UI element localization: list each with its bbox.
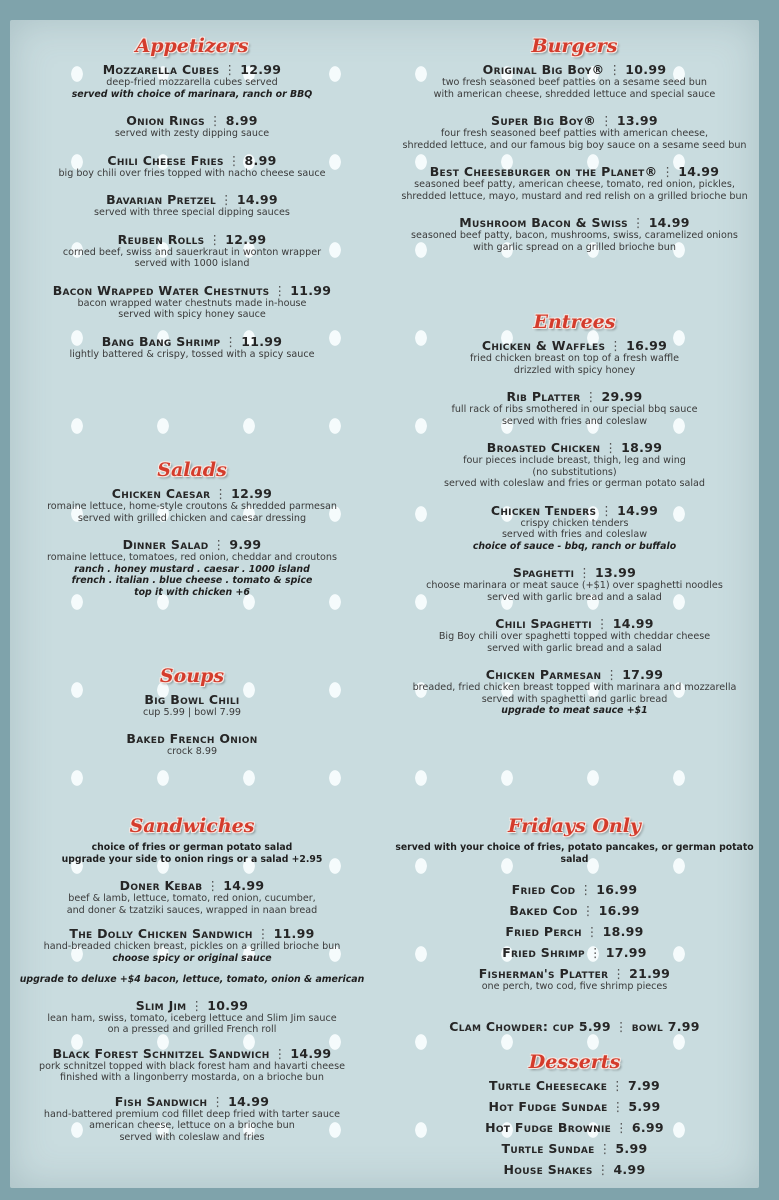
item-name: Reuben Rolls [117, 231, 205, 247]
item-desc: served with coleslaw and fries [119, 1131, 265, 1143]
item-name: Turtle Cheesecake [488, 1078, 608, 1093]
item-price: 11.99 [290, 282, 332, 298]
menu-item: Chili Cheese Fries ⋮ 8.99 big boy chili over fries topped with nacho cheese sauce [10, 153, 374, 180]
item-desc: fried chicken breast on top of a fresh waffle [469, 353, 680, 364]
item-price: 14.99 [236, 192, 278, 207]
menu-item: Turtle Cheesecake ⋮ 7.99 [488, 1078, 661, 1093]
item-desc: served with fries and coleslaw [501, 529, 648, 540]
item-price: 18.99 [602, 924, 644, 939]
menu-item: Spaghetti ⋮ 13.99 choose marinara or meat sauce (+$1) over spaghetti noodles served with garlic bread and a salad [390, 565, 759, 603]
item-desc: served with spaghetti and garlic bread [481, 693, 668, 705]
item-price: 13.99 [616, 113, 658, 128]
item-price: 14.99 [228, 1093, 270, 1109]
item-desc: with american cheese, shredded lettuce and special sauce [433, 88, 716, 100]
menu-item: Fried Cod ⋮ 16.99 [511, 882, 638, 897]
item-name: Super Big Boy® [491, 113, 597, 128]
item-desc: hand-breaded chicken breast, pickles on a grilled brioche bun [43, 941, 341, 952]
item-price: 11.99 [241, 333, 283, 349]
menu-item: Best Cheeseburger on the Planet® ⋮ 14.99 seasoned beef patty, american cheese, tomato, red onion, pickles, shredded lettuce, mayo, mustard and red relish on a grilled brioche bun [390, 164, 759, 202]
menu-item: Bacon Wrapped Water Chestnuts ⋮ 11.99 bacon wrapped water chestnuts made in-house served with spicy honey sauce [10, 283, 374, 321]
item-desc: two fresh seasoned beef patties on a sesame seed bun [441, 77, 708, 88]
burgers-section [390, 34, 759, 266]
menu-item: Super Big Boy® ⋮ 13.99 four fresh seasoned beef patties with american cheese, shredded lettuce, and our famous big boy sauce on a sesame seed bun [390, 113, 759, 151]
item-name: Chicken Caesar [111, 486, 211, 501]
item-name: Fried Shrimp [502, 945, 585, 960]
section-title: Salads [157, 459, 227, 481]
item-price: 10.99 [625, 62, 667, 77]
item-name: Baked Cod [509, 903, 578, 918]
menu-item: Mushroom Bacon & Swiss ⋮ 14.99 seasoned beef patty, bacon, mushrooms, swiss, caramelized onions with garlic spread on a grilled brioche bun [390, 215, 759, 253]
menu-item: Chicken Caesar ⋮ 12.99 romaine lettuce, home-style croutons & shredded parmesan served with grilled chicken and caesar dressing [10, 486, 374, 524]
item-desc: served with fries and coleslaw [501, 415, 648, 427]
item-price: 12.99 [231, 486, 273, 501]
item-desc: served with 1000 island [134, 258, 250, 269]
item-name: Rib Platter [506, 389, 581, 404]
item-desc: and doner & tzatziki sauces, wrapped in naan bread [66, 904, 318, 916]
menu-item: Broasted Chicken ⋮ 18.99 four pieces include breast, thigh, leg and wing (no substitutions) served with coleslaw and fries or german potato salad [390, 440, 759, 490]
item-price: 14.99 [648, 215, 690, 230]
menu-item: The Dolly Chicken Sandwich ⋮ 11.99 hand-breaded chicken breast, pickles on a grilled brioche bun choose spicy or original sauce [10, 926, 374, 964]
soups-section [10, 664, 374, 763]
section-note [10, 842, 374, 866]
item-desc: crispy chicken tenders [520, 517, 629, 529]
item-name: Mozzarella Cubes [102, 62, 220, 77]
menu-item: Bang Bang Shrimp ⋮ 11.99 lightly battered & crispy, tossed with a spicy sauce [10, 334, 374, 361]
item-name: Mushroom Bacon & Swiss [459, 215, 628, 230]
item-desc: hand-battered premium cod fillet deep fried with tarter sauce [43, 1108, 341, 1120]
item-price: 14.99 [678, 164, 720, 179]
item-desc: served with garlic bread and a salad [487, 642, 662, 654]
item-price: 12.99 [240, 62, 282, 77]
item-name: Fried Cod [511, 882, 576, 897]
item-desc: beef & lamb, lettuce, tomato, red onion, cucumber, [68, 893, 316, 904]
menu-page [10, 20, 759, 1188]
menu-item: House Shakes ⋮ 4.99 [503, 1162, 646, 1177]
item-price: 17.99 [605, 945, 647, 960]
item-price: 16.99 [596, 882, 638, 897]
menu-item: Chicken Tenders ⋮ 14.99 crispy chicken tenders served with fries and coleslaw choice of sauce - bbq, ranch or buffalo [390, 503, 759, 553]
item-price: 16.99 [598, 903, 640, 918]
item-desc: on a pressed and grilled French roll [107, 1024, 277, 1035]
menu-item: Black Forest Schnitzel Sandwich ⋮ 14.99 pork schnitzel topped with black forest ham and havarti cheese finished with a lingonberry mostarda, on a brioche bun [10, 1046, 374, 1084]
item-desc: deep-fried mozzarella cubes served [106, 77, 278, 88]
item-price: 14.99 [612, 616, 654, 631]
item-desc: seasoned beef patty, american cheese, tomato, red onion, pickles, [414, 179, 735, 190]
item-desc: cup 5.99 | bowl 7.99 [142, 707, 242, 718]
item-note: choice of sauce - bbq, ranch or buffalo [472, 540, 677, 552]
deluxe-note: upgrade to deluxe +$4 bacon, lettuce, tomato, onion & american [19, 974, 365, 985]
item-desc: seasoned beef patty, bacon, mushrooms, swiss, caramelized onions [411, 230, 738, 241]
item-note: choose spicy or original sauce [112, 952, 272, 964]
item-desc: four fresh seasoned beef patties with american cheese, [440, 128, 709, 139]
item-note: served with choice of marinara, ranch or BBQ [71, 88, 313, 100]
item-name: Fish Sandwich [114, 1093, 208, 1109]
sandwiches-section [10, 814, 374, 1156]
item-desc: drizzled with spicy honey [513, 364, 636, 376]
item-note: ranch . honey mustard . caesar . 1000 island [74, 563, 310, 575]
item-name: Fried Perch [505, 924, 582, 939]
item-name: Chicken & Waffles [481, 338, 606, 353]
item-desc: breaded, fried chicken breast topped with marinara and mozzarella [412, 682, 737, 693]
item-desc: with garlic spread on a grilled brioche bun [473, 241, 676, 253]
item-price: 8.99 [225, 113, 258, 128]
item-desc: shredded lettuce, and our famous big boy sauce on a sesame seed bun [402, 139, 747, 151]
section-note-line: choice of fries or german potato salad [91, 842, 293, 853]
section-title: Sandwiches [129, 815, 255, 837]
menu-item: Slim Jim ⋮ 10.99 lean ham, swiss, tomato, iceberg lettuce and Slim Jim sauce on a pressed and grilled French roll [10, 998, 374, 1036]
item-name: Chicken Tenders [490, 502, 597, 518]
item-name: Dinner Salad [122, 537, 209, 552]
item-name: Chicken Parmesan [485, 667, 602, 682]
entrees-section [390, 310, 759, 730]
menu-item: Chili Spaghetti ⋮ 14.99 Big Boy chili over spaghetti topped with cheddar cheese served with garlic bread and a salad [390, 616, 759, 654]
item-name: Broasted Chicken [486, 440, 601, 455]
item-desc: full rack of ribs smothered in our special bbq sauce [451, 404, 698, 415]
item-desc: four pieces include breast, thigh, leg and wing [463, 455, 686, 466]
item-price: 9.99 [229, 537, 262, 552]
item-name: The Dolly Chicken Sandwich [69, 926, 253, 941]
item-name: Chili Spaghetti [495, 616, 592, 631]
menu-item: Dinner Salad ⋮ 9.99 romaine lettuce, tomatoes, red onion, cheddar and croutons ranch . honey mustard . caesar . 1000 island french . italian . blue cheese . tomato & spice top it with chicken +6 [10, 537, 374, 598]
item-name: Clam Chowder: cup 5.99 [449, 1018, 611, 1034]
item-desc: shredded lettuce, mayo, mustard and red relish on a grilled brioche bun [401, 190, 748, 202]
item-price: 14.99 [223, 878, 265, 893]
item-name: Spaghetti [512, 565, 575, 580]
item-price: 29.99 [601, 389, 643, 404]
menu-item: Fried Shrimp ⋮ 17.99 [502, 945, 647, 960]
item-desc: pork schnitzel topped with black forest ham and havarti cheese [39, 1060, 345, 1072]
section-title: Entrees [533, 311, 616, 333]
item-name: Doner Kebab [119, 878, 203, 893]
item-name: House Shakes [503, 1162, 593, 1177]
item-price: 14.99 [617, 502, 659, 518]
menu-item: Baked Cod ⋮ 16.99 [509, 903, 640, 918]
item-desc: lightly battered & crispy, tossed with a spicy sauce [69, 348, 315, 360]
item-price: 17.99 [622, 667, 664, 682]
item-price: 7.99 [627, 1078, 661, 1093]
desserts-section [390, 1050, 759, 1183]
item-price: 11.99 [273, 926, 315, 941]
menu-item: Chicken Parmesan ⋮ 17.99 breaded, fried chicken breast topped with marinara and mozzarella served with spaghetti and garlic bread upgrade to meat sauce +$1 [390, 667, 759, 717]
section-title: Fridays Only [508, 815, 641, 837]
item-price: 5.99 [628, 1099, 661, 1114]
menu-item: Rib Platter ⋮ 29.99 full rack of ribs smothered in our special bbq sauce served with fries and coleslaw [390, 389, 759, 427]
section-note-line: upgrade your side to onion rings or a salad +2.95 [61, 854, 323, 865]
menu-item [10, 731, 374, 758]
section-note: served with your choice of fries, potato pancakes, or german potato salad [395, 842, 754, 865]
item-price: 8.99 [244, 152, 277, 168]
item-desc: american cheese, lettuce on a brioche bun [89, 1120, 295, 1131]
item-desc: romaine lettuce, home-style croutons & shredded parmesan [47, 501, 337, 512]
menu-item: Doner Kebab ⋮ 14.99 beef & lamb, lettuce, tomato, red onion, cucumber, and doner & tzatziki sauces, wrapped in naan bread [10, 878, 374, 916]
item-price: 18.99 [621, 440, 663, 455]
salads-section [10, 458, 374, 611]
item-note: upgrade to meat sauce +$1 [501, 705, 648, 716]
item-name: Bavarian Pretzel [106, 192, 217, 207]
item-name: Best Cheeseburger on the Planet® [429, 164, 658, 179]
item-desc: served with coleslaw and fries or german potato salad [444, 478, 705, 489]
menu-item: Mozzarella Cubes ⋮ 12.99 deep-fried mozzarella cubes served served with choice of marinara, ranch or BBQ [10, 62, 374, 100]
section-title: Desserts [528, 1051, 621, 1073]
menu-item: Hot Fudge Sundae ⋮ 5.99 [488, 1099, 661, 1114]
menu-item: Fisherman's Platter ⋮ 21.99 one perch, two cod, five shrimp pieces [390, 966, 759, 993]
item-name: Fisherman's Platter [478, 966, 609, 981]
menu-item: Bavarian Pretzel ⋮ 14.99 served with three special dipping sauces [10, 192, 374, 219]
section-title: Burgers [531, 35, 618, 57]
item-name: Bang Bang Shrimp [101, 333, 221, 349]
item-desc: corned beef, swiss and sauerkraut in wonton wrapper [62, 246, 322, 258]
item-price: 21.99 [629, 966, 671, 981]
item-price: 6.99 [631, 1120, 664, 1135]
chowder-item: Clam Chowder: cup 5.99 ⋮ bowl 7.99 [449, 1018, 700, 1034]
appetizers-section [10, 34, 374, 373]
item-desc: served with three special dipping sauces [94, 207, 290, 218]
item-name: Original Big Boy® [482, 62, 605, 77]
item-desc: romaine lettuce, tomatoes, red onion, cheddar and croutons [47, 552, 337, 563]
item-price: 16.99 [626, 338, 668, 353]
item-price: bowl 7.99 [631, 1018, 700, 1034]
item-name: Chili Cheese Fries [107, 152, 224, 168]
item-price: 4.99 [613, 1162, 646, 1177]
item-name: Bacon Wrapped Water Chestnuts [52, 282, 270, 298]
item-desc: served with grilled chicken and caesar dressing [77, 512, 307, 524]
item-price: 5.99 [615, 1141, 648, 1156]
section-title: Soups [159, 665, 225, 687]
item-name: Black Forest Schnitzel Sandwich [52, 1045, 270, 1061]
item-desc: (no substitutions) [532, 466, 617, 478]
menu-item: Onion Rings ⋮ 8.99 served with zesty dipping sauce [10, 113, 374, 140]
item-desc: Big Boy chili over spaghetti topped with cheddar cheese [438, 631, 711, 642]
item-desc: crock 8.99 [166, 745, 218, 757]
item-name: Baked French Onion [126, 730, 258, 746]
menu-item: Original Big Boy® ⋮ 10.99 two fresh seasoned beef patties on a sesame seed bun with american cheese, shredded lettuce and special sauce [390, 62, 759, 100]
item-price: 10.99 [207, 997, 249, 1013]
item-desc: lean ham, swiss, tomato, iceberg lettuce and Slim Jim sauce [47, 1012, 337, 1024]
section-title: Appetizers [135, 35, 249, 57]
item-desc: bacon wrapped water chestnuts made in-house [77, 297, 307, 309]
item-desc: served with garlic bread and a salad [487, 591, 662, 603]
item-name: Onion Rings [126, 113, 205, 128]
item-note: top it with chicken +6 [134, 586, 250, 598]
menu-item [10, 692, 374, 719]
menu-item: Fish Sandwich ⋮ 14.99 hand-battered premium cod fillet deep fried with tarter sauce american cheese, lettuce on a brioche bun served with coleslaw and fries [10, 1094, 374, 1144]
item-name: Hot Fudge Brownie [485, 1120, 612, 1135]
menu-item: Hot Fudge Brownie ⋮ 6.99 [485, 1120, 664, 1135]
item-price: 12.99 [225, 231, 267, 247]
fridays-section [390, 814, 759, 1040]
menu-item: Fried Perch ⋮ 18.99 [505, 924, 644, 939]
item-desc: served with spicy honey sauce [118, 309, 266, 320]
menu-item: Chicken & Waffles ⋮ 16.99 fried chicken breast on top of a fresh waffle drizzled with spicy honey [390, 338, 759, 376]
item-price: 13.99 [595, 565, 637, 580]
item-name: Turtle Sundae [501, 1141, 595, 1156]
item-price: 14.99 [290, 1045, 332, 1061]
item-name: Hot Fudge Sundae [488, 1099, 608, 1114]
item-name: Slim Jim [135, 997, 187, 1013]
menu-item: Turtle Sundae ⋮ 5.99 [501, 1141, 648, 1156]
item-desc: choose marinara or meat sauce (+$1) over spaghetti noodles [426, 580, 723, 591]
item-desc: served with zesty dipping sauce [114, 128, 270, 139]
item-desc: big boy chili over fries topped with nacho cheese sauce [58, 167, 326, 179]
item-name: Big Bowl Chili [144, 692, 240, 707]
item-desc: one perch, two cod, five shrimp pieces [481, 981, 668, 992]
item-note: french . italian . blue cheese . tomato & spice [71, 575, 313, 586]
item-desc: finished with a lingonberry mostarda, on a brioche bun [60, 1072, 324, 1083]
menu-item: Reuben Rolls ⋮ 12.99 corned beef, swiss and sauerkraut in wonton wrapper served with 1000 island [10, 232, 374, 270]
